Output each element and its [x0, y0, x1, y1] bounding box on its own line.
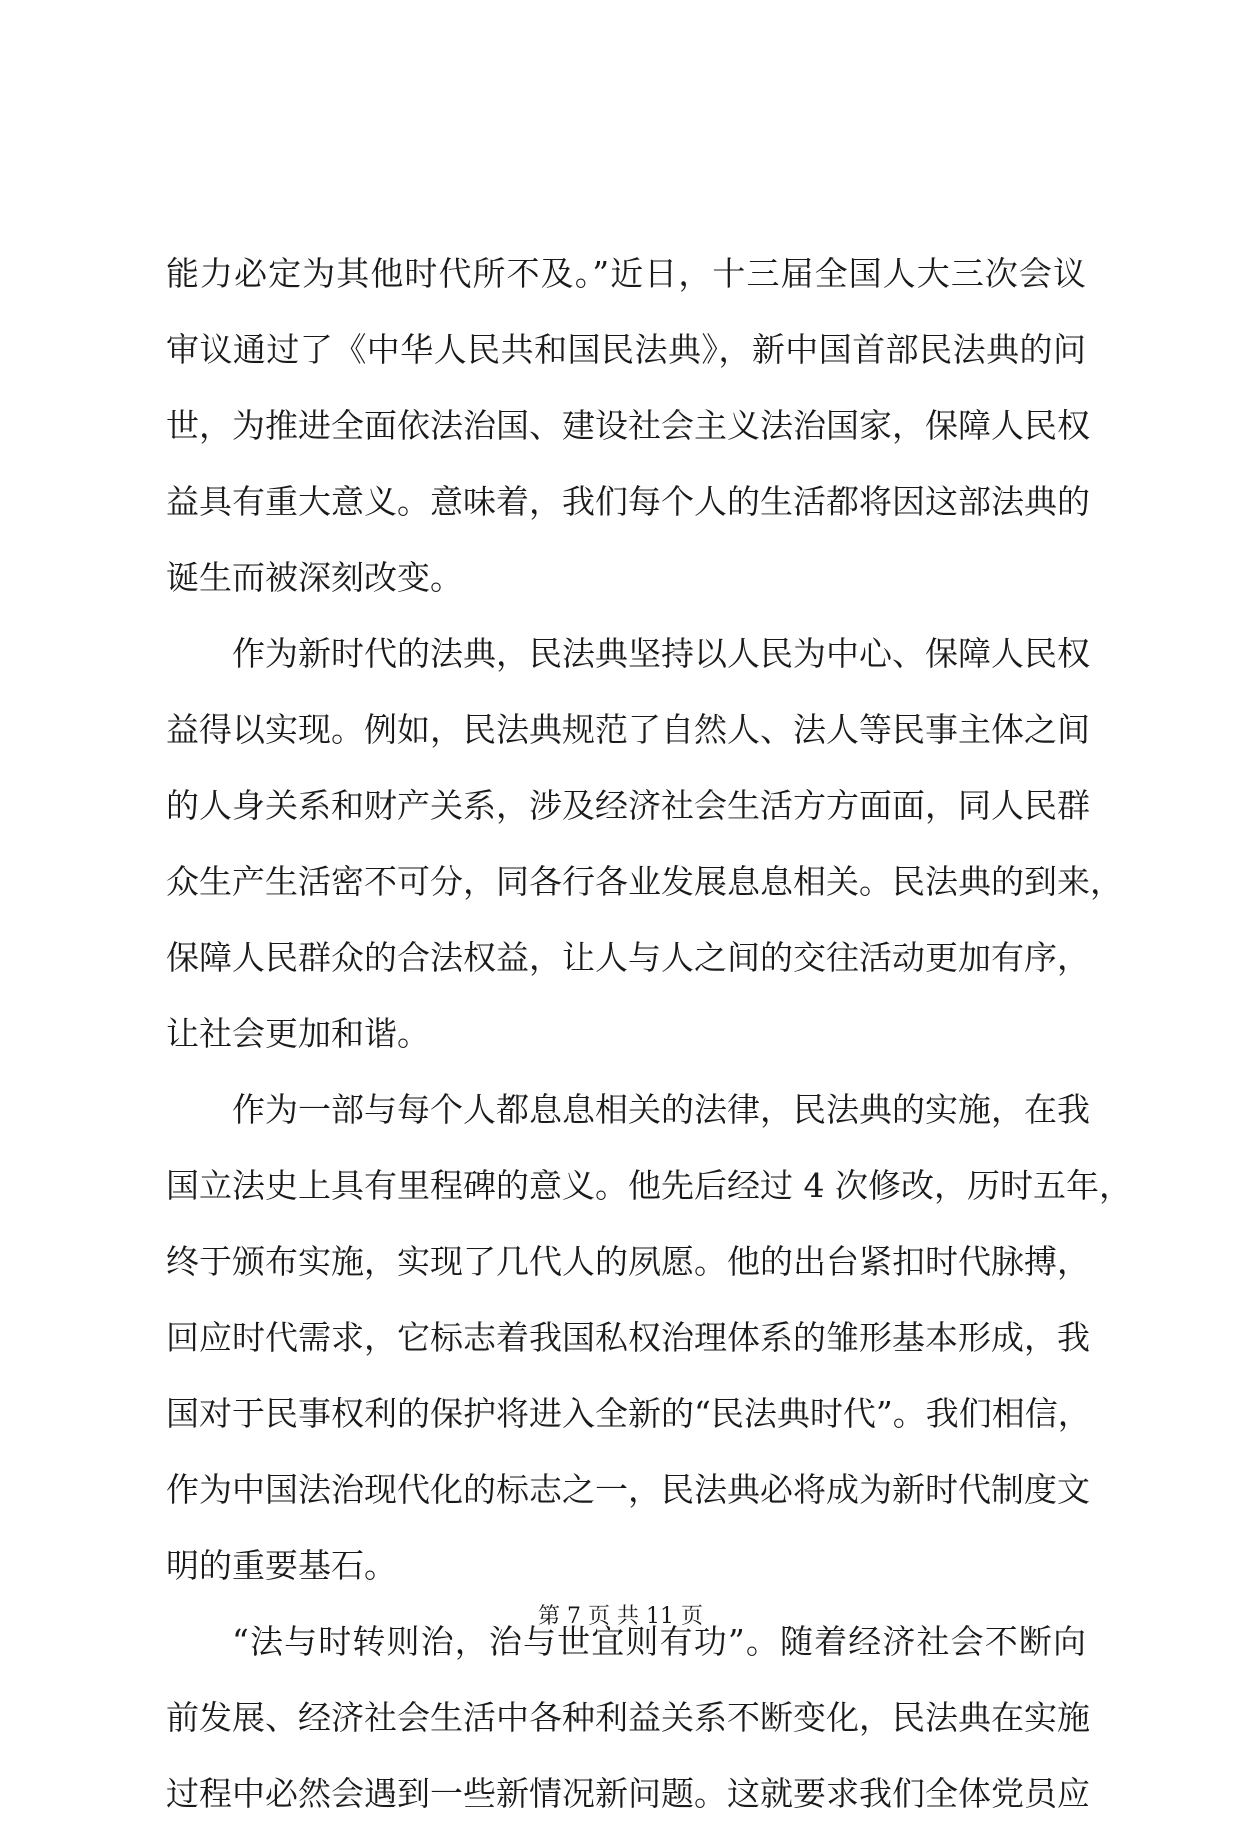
page-footer: 第 7 页 共 11 页: [538, 1604, 703, 1629]
text-line: 审议通过了《中华人民共和国民法典》，新中国首部民法典的问: [166, 330, 1086, 369]
text-line: 保障人民群众的合法权益，让人与人之间的交往活动更加有序，: [166, 938, 1090, 977]
text-line: 能力必定为其他时代所不及。”近日，十三届全国人大三次会议: [166, 254, 1086, 293]
text-line: 世，为推进全面依法治国、建设社会主义法治国家，保障人民权: [166, 406, 1090, 445]
text-line: 作为中国法治现代化的标志之一，民法典必将成为新时代制度文: [166, 1470, 1090, 1509]
paragraph-first-line: 作为新时代的法典，民法典坚持以人民为中心、保障人民权: [232, 634, 1090, 673]
text-line: 国立法史上具有里程碑的意义。他先后经过 4 次修改，历时五年，: [166, 1166, 1132, 1205]
paragraph-first-line: 作为一部与每个人都息息相关的法律，民法典的实施，在我: [232, 1090, 1090, 1129]
text-line: 益具有重大意义。意味着，我们每个人的生活都将因这部法典的: [166, 482, 1090, 521]
text-line: 明的重要基石。: [166, 1546, 397, 1585]
text-line: 前发展、经济社会生活中各种利益关系不断变化，民法典在实施: [166, 1698, 1090, 1737]
text-line: 终于颁布实施，实现了几代人的夙愿。他的出台紧扣时代脉搏，: [166, 1242, 1090, 1281]
text-line: 诞生而被深刻改变。: [166, 558, 463, 597]
text-line: 众生产生活密不可分，同各行各业发展息息相关。民法典的到来，: [166, 862, 1123, 901]
text-line: 益得以实现。例如，民法典规范了自然人、法人等民事主体之间: [166, 710, 1090, 749]
text-line: 让社会更加和谐。: [166, 1014, 430, 1053]
text-line: 回应时代需求，它标志着我国私权治理体系的雏形基本形成，我: [166, 1318, 1090, 1357]
text-line: 过程中必然会遇到一些新情况新问题。这就要求我们全体党员应: [166, 1774, 1090, 1813]
text-line: 的人身关系和财产关系，涉及经济社会生活方方面面，同人民群: [166, 786, 1090, 825]
document-body: [166, 236, 1132, 1832]
text-line: 国对于民事权利的保护将进入全新的“民法典时代”。我们相信，: [166, 1394, 1091, 1433]
paragraph-first-line: “法与时转则治，治与世宜则有功”。随着经济社会不断向: [232, 1622, 1086, 1661]
